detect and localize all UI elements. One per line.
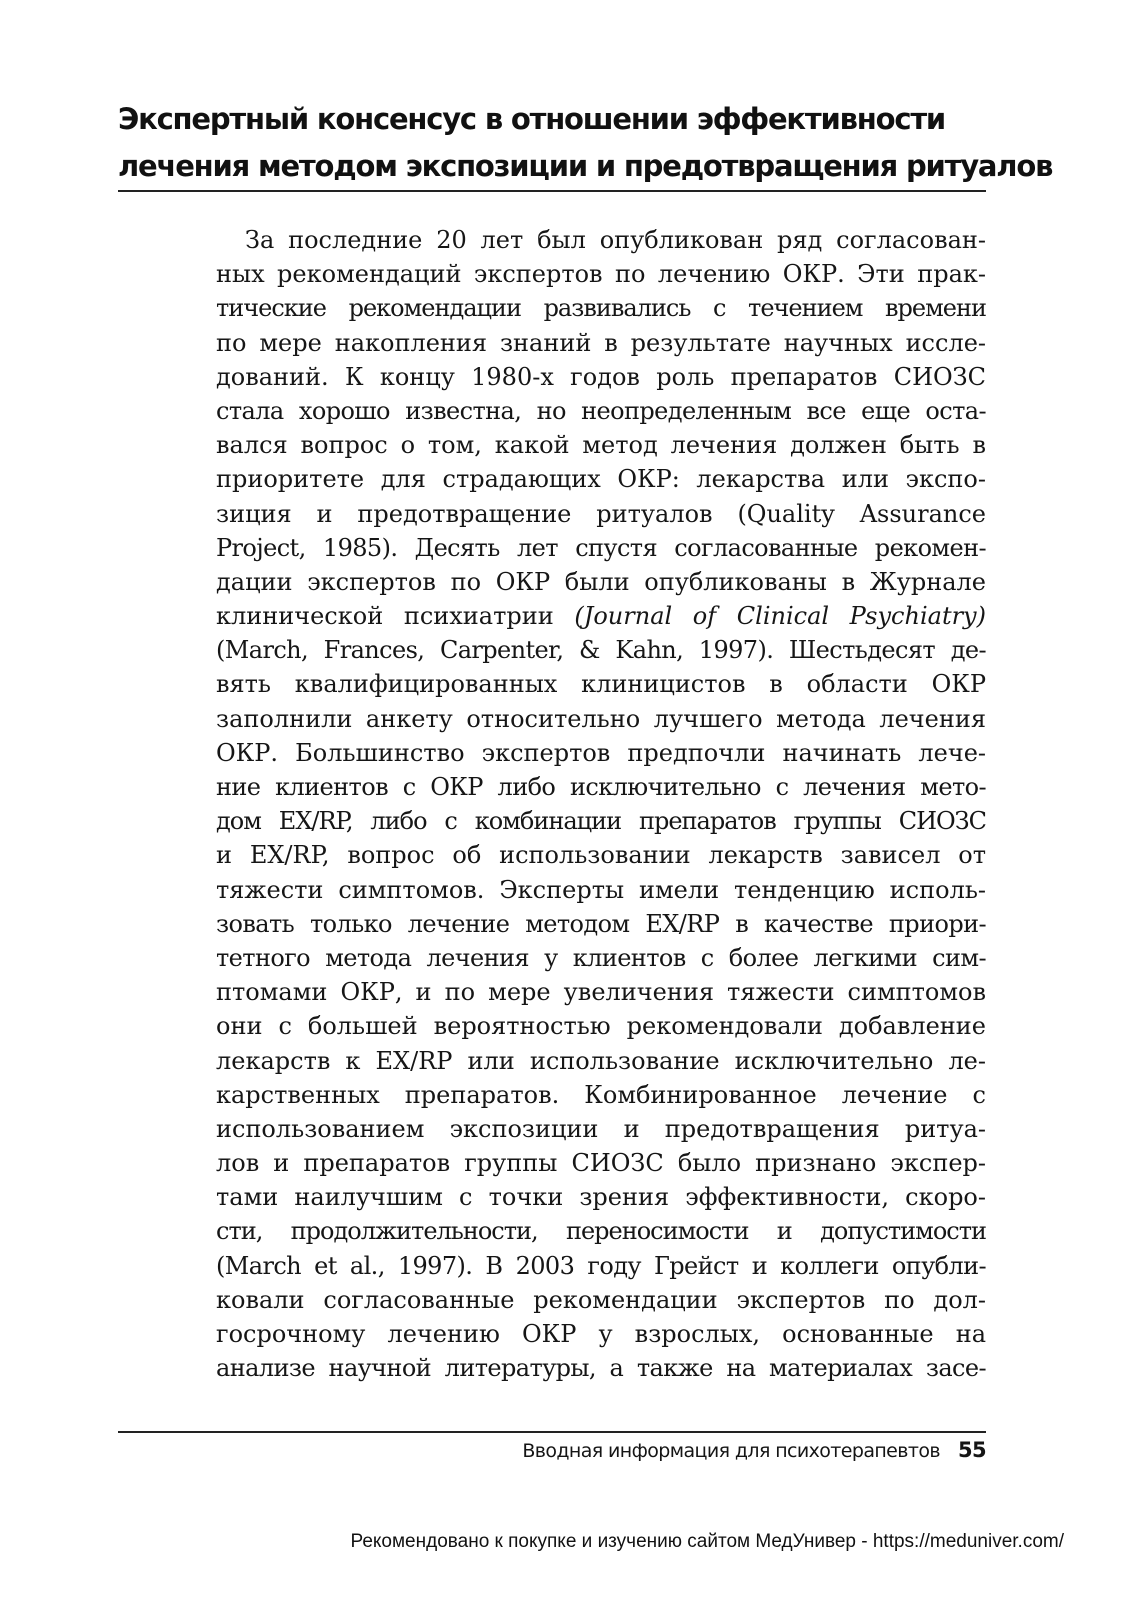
text-line: дации экспертов по ОКР были опубликованы в Журнале — [216, 567, 986, 596]
text-line: ковали согласованные рекомендации экспертов по дол- — [216, 1285, 986, 1314]
text-line: ных рекомендаций экспертов по лечению ОКР. Эти прак- — [216, 260, 986, 289]
text-line: лекарств к EX/RP или использование исключительно ле- — [216, 1046, 986, 1075]
text-line: дом EX/RP, либо с комбинации препаратов группы СИОЗС — [216, 807, 986, 836]
journal-title-italic: (Journal of Clinical Psychiatry) — [574, 602, 986, 631]
text-line: зовать только лечение методом EX/RP в качестве приори- — [216, 909, 986, 938]
text-line: вять квалифицированных клиницистов в области ОКР — [216, 670, 986, 699]
page-number: 55 — [957, 1438, 986, 1462]
text-line: тетного метода лечения у клиентов с более легкими сим- — [216, 943, 986, 972]
heading-divider — [118, 190, 986, 192]
text-line: госрочному лечению ОКР у взрослых, основанные на — [216, 1320, 986, 1348]
text-line: заполнили анкету относительно лучшего метода лечения — [216, 704, 986, 733]
text-line: Project, 1985). Десять лет спустя согласованные рекомен- — [216, 533, 986, 562]
text-line: тические рекомендации развивались с течением времени — [216, 294, 986, 323]
text-line: дований. К концу 1980-х годов роль препаратов СИОЗС — [216, 362, 986, 391]
text-line-with-italic — [216, 599, 986, 633]
text-line: сти, продолжительности, переносимости и допустимости — [216, 1217, 986, 1246]
text-line: использованием экспозиции и предотвращения ритуа- — [216, 1114, 986, 1143]
text-line: и EX/RP, вопрос об использовании лекарств зависел от — [216, 841, 986, 870]
section-heading-line-1: Экспертный консенсус в отношении эффективности — [118, 102, 946, 136]
footer-divider — [118, 1431, 986, 1433]
text-line: по мере накопления знаний в результате научных иссле- — [216, 328, 986, 357]
text-line: вался вопрос о том, какой метод лечения должен быть в — [216, 431, 986, 460]
text-line: приоритете для страдающих ОКР: лекарства или экспо- — [216, 465, 986, 494]
section-heading-line-2: лечения методом экспозиции и предотвращения ритуалов — [118, 149, 1053, 183]
text-line: зиция и предотвращение ритуалов (Quality Assurance — [216, 499, 986, 528]
text-line: птомами ОКР, и по мере увеличения тяжести симптомов — [216, 978, 986, 1007]
section-heading — [118, 96, 1053, 190]
text-line: карственных препаратов. Комбинированное лечение с — [216, 1080, 986, 1109]
text-line: стала хорошо известна, но неопределенным все еще оста- — [216, 396, 986, 425]
text-line: они с большей вероятностью рекомендовали добавление — [216, 1012, 986, 1041]
text-line: ОКР. Большинство экспертов предпочли начинать лече- — [216, 738, 986, 767]
text-fragment: клинической психиатрии — [216, 602, 554, 631]
text-line: лов и препаратов группы СИОЗС было признано экспер- — [216, 1149, 986, 1178]
text-line: тяжести симптомов. Эксперты имели тенденцию исполь- — [216, 875, 986, 904]
text-line: (March et al., 1997). В 2003 году Грейст и коллеги опубли- — [216, 1251, 986, 1280]
running-title: Вводная информация для психотерапевтов — [522, 1440, 940, 1462]
text-line: анализе научной литературы, а также на материалах засе- — [216, 1354, 986, 1383]
running-footer — [522, 1436, 986, 1465]
text-line: ние клиентов с ОКР либо исключительно с лечения мето- — [216, 773, 986, 801]
body-paragraph — [216, 223, 986, 1385]
watermark-text: Рекомендовано к покупке и изучению сайтом МедУнивер - https://meduniver.com/ — [350, 1531, 1064, 1552]
text-line: За последние 20 лет был опубликован ряд согласован- — [245, 226, 986, 254]
text-line: (March, Frances, Carpenter, & Kahn, 1997). Шестьдесят де- — [216, 636, 986, 665]
text-line: тами наилучшим с точки зрения эффективности, скоро- — [216, 1183, 986, 1212]
